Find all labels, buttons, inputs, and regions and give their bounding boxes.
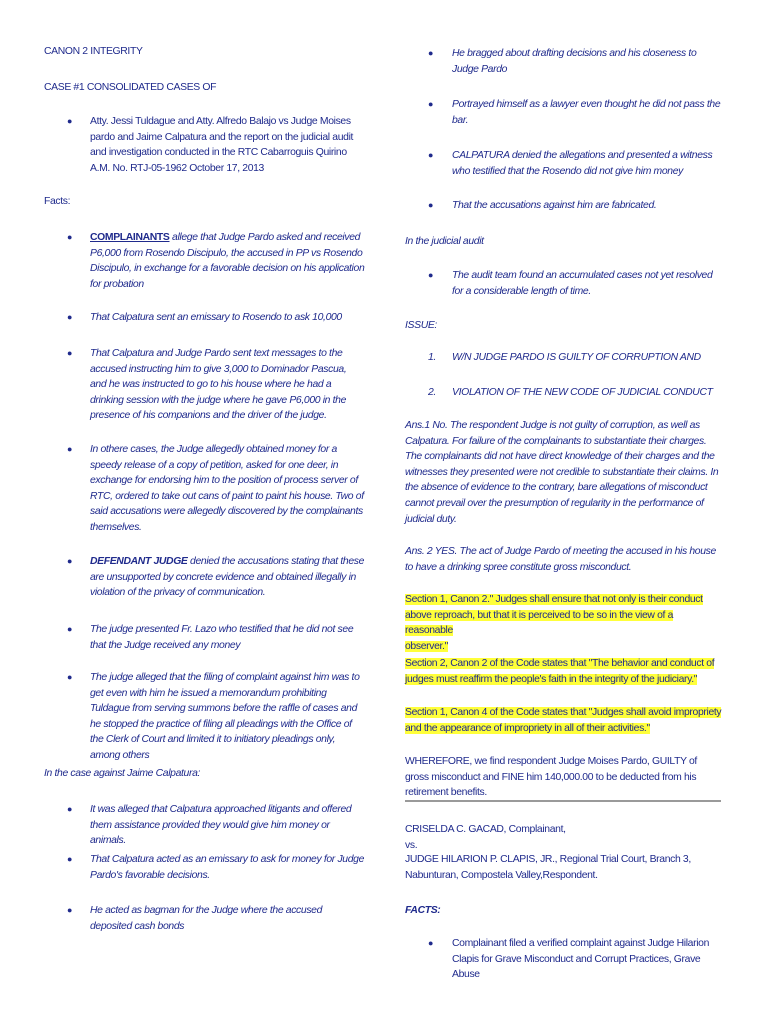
audit-finding: The audit team found an accumulated cases not yet resolved for a considerable length of time. [452, 270, 713, 297]
highlight-canon2-sec1: Section 1, Canon 2." Judges shall ensure that not only is their conduct above reproach, but that it is perceived to be so in the view of a reasonable observer." [405, 594, 703, 652]
fact-complainants: COMPLAINANTS allege that Judge Pardo asked and received P6,000 from Rosendo Discipulo, the accused in PP vs Rosendo Discipulo, in exchange for a favorable decision on his application for probation [90, 232, 365, 290]
fact-memorandum: The judge alleged that the filing of complaint against him was to get even with him he issued a memorandum prohibiting Tuldague from serving summons before the raffle of cases and he stopped the practice of filing all pleadings with the Office of the Clerk of Court and limited it to initiatory pleadings only, among others [90, 672, 360, 761]
bullet-icon: ● [428, 938, 434, 948]
answer-1: Ans.1 No. The respondent Judge is not guilty of corruption, as well as Calpatura. For failure of the complainants to substantiate their charges. The complainants did not have direct knowledge of their charges and the witnesses they presented were not credible to substantiate their claims. In the absence of evidence to the contrary, bare allegations of misconduct cannot prevail over the presumption of regularity in the performance of judicial duty. [405, 420, 719, 525]
facts-label: Facts: [44, 196, 71, 207]
bullet-icon: ● [67, 444, 73, 454]
bullet-icon: ● [428, 150, 434, 160]
issue-1-number: 1. [428, 352, 436, 363]
canon-heading: CANON 2 INTEGRITY [44, 46, 143, 57]
bullet-icon: ● [428, 48, 434, 58]
case2-fact-1: Complainant filed a verified complaint against Judge Hilarion Clapis for Grave Misconduct and Corrupt Practices, Grave Abuse [452, 938, 710, 981]
section-divider [405, 800, 721, 802]
issue-2-number: 2. [428, 387, 436, 398]
audit-label: In the judicial audit [405, 236, 484, 247]
bullet-icon: ● [67, 232, 73, 242]
case2-respondent: JUDGE HILARION P. CLAPIS, JR., Regional Trial Court, Branch 3, Nabunturan, Compostela Valley,Respondent. [405, 854, 691, 881]
bullet-icon: ● [428, 99, 434, 109]
calpatura-fact-2: That Calpatura acted as an emissary to ask for money for Judge Pardo's favorable decisions. [90, 854, 365, 881]
bullet-icon: ● [67, 312, 73, 322]
bullet-icon: ● [67, 905, 73, 915]
facts2-label: FACTS: [405, 905, 441, 916]
fact-other-cases: In othere cases, the Judge allegedly obtained money for a speedy release of a copy of petition, asked for one deer, in exchange for endorsing him to the position of process server of RTC, ordered to take out cans of paint to paint his house. Two of said accusations were allegedly discovered by the complainants themselves. [90, 444, 364, 533]
calpatura-fact-4: He bragged about drafting decisions and his closeness to Judge Pardo [452, 48, 697, 75]
fact-fr-lazo: The judge presented Fr. Lazo who testified that he did not see that the Judge received any money [90, 624, 354, 651]
bullet-icon: ● [428, 200, 434, 210]
calpatura-fact-1: It was alleged that Calpatura approached litigants and offered them assistance provided they would give him money or animals. [90, 804, 352, 847]
answer-2: Ans. 2 YES. The act of Judge Pardo of meeting the accused in his house to have a drinking spree constitute gross misconduct. [405, 546, 716, 573]
bullet-icon: ● [67, 348, 73, 358]
bullet-icon: ● [67, 556, 73, 566]
bullet-icon: ● [67, 804, 73, 814]
bullet-icon: ● [67, 672, 73, 682]
calpatura-denial: CALPATURA denied the allegations and presented a witness who testified that the Rosendo did not give him money [452, 150, 713, 177]
calpatura-fabricated: That the accusations against him are fabricated. [452, 200, 657, 211]
issue-label: ISSUE: [405, 320, 437, 331]
wherefore-ruling: WHEREFORE, we find respondent Judge Moises Pardo, GUILTY of gross misconduct and FINE him 140,000.00 to be deducted from his retirement benefits. [405, 756, 697, 799]
case2-vs: vs. [405, 840, 418, 851]
calpatura-fact-3: He acted as bagman for the Judge where the accused deposited cash bonds [90, 905, 323, 932]
case-caption: Atty. Jessi Tuldague and Atty. Alfredo Balajo vs Judge Moises pardo and Jaime Calpatura and the report on the judicial audit and investigation conducted in the RTC Cabarroguis Quirino A.M. No. RTJ-05-1962 October 17, 2013 [90, 116, 354, 174]
case-heading: CASE #1 CONSOLIDATED CASES OF [44, 82, 217, 93]
fact-emissary: That Calpatura sent an emissary to Rosendo to ask 10,000 [90, 312, 342, 323]
issue-2: VIOLATION OF THE NEW CODE OF JUDICIAL CONDUCT [452, 387, 713, 398]
fact-defendant: DEFENDANT JUDGE denied the accusations stating that these are unsupported by concrete evidence and obtained illegally in violation of the privacy of communication. [90, 556, 365, 599]
case2-complainant: CRISELDA C. GACAD, Complainant, [405, 824, 566, 835]
highlight-canon4-sec1: Section 1, Canon 4 of the Code states that "Judges shall avoid impropriety and the appearance of impropriety in all of their activities." [405, 707, 722, 734]
highlight-canon2-sec2: Section 2, Canon 2 of the Code states that "The behavior and conduct of judges must reaffirm the people's faith in the integrity of the judiciary." [405, 658, 715, 685]
bullet-icon: ● [67, 116, 73, 126]
issue-1: W/N JUDGE PARDO IS GUILTY OF CORRUPTION AND [452, 352, 701, 363]
calpatura-fact-5: Portrayed himself as a lawyer even thought he did not pass the bar. [452, 99, 721, 126]
calpatura-label: In the case against Jaime Calpatura: [44, 768, 201, 779]
fact-text-messages: That Calpatura and Judge Pardo sent text messages to the accused instructing him to give 3,000 to Dominador Pascua, and he was instructed to go to his house where he had a drinking session with the judge where he gave P6,000 in the presence of his companions and the driver of the judge. [90, 348, 347, 422]
bullet-icon: ● [67, 624, 73, 634]
bullet-icon: ● [67, 854, 73, 864]
bullet-icon: ● [428, 270, 434, 280]
